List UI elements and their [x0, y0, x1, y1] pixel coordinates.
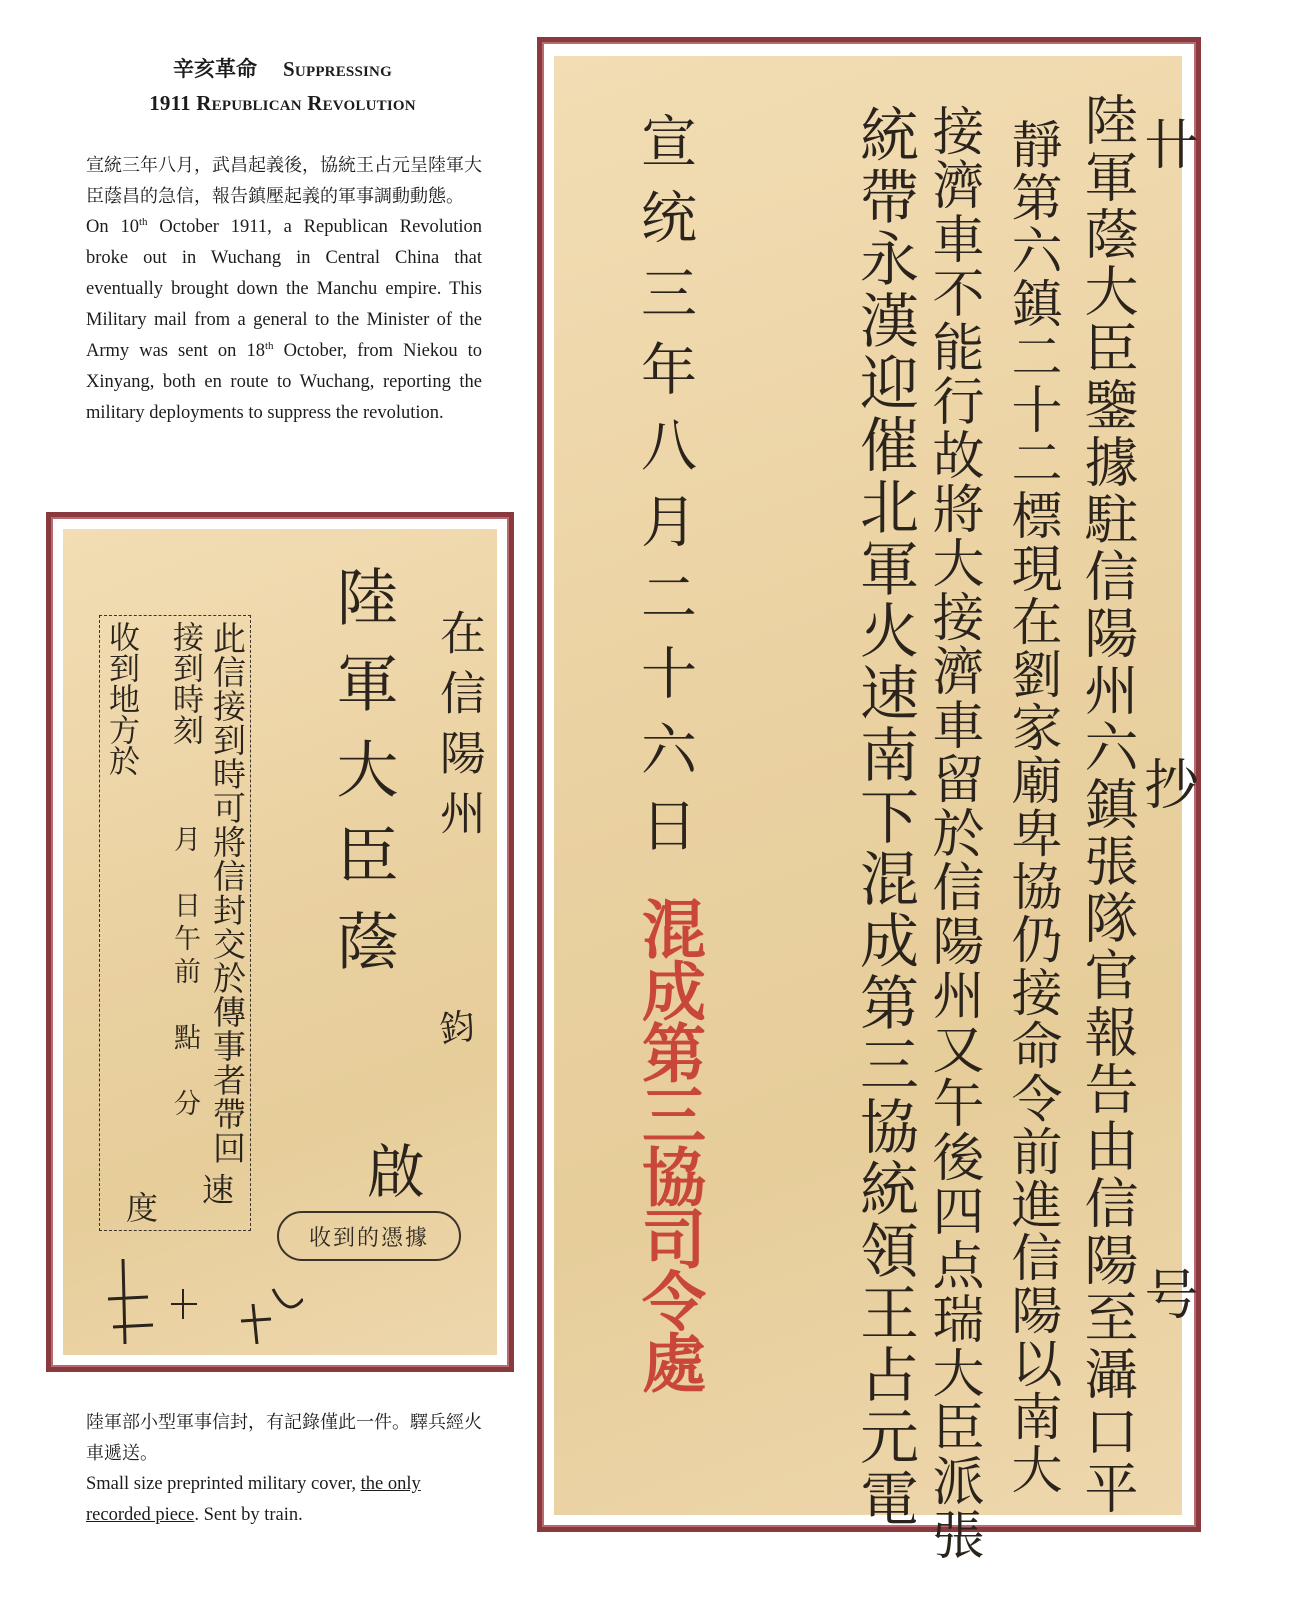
- right-fragment-1: 卄: [1136, 116, 1199, 170]
- printed-speed: 速: [197, 1173, 235, 1205]
- title-suppressing: Suppressing: [283, 57, 392, 81]
- notes-english: Small size preprinted military cover, the only recorded piece. Sent by train.: [86, 1474, 421, 1525]
- printed-receipt-place: 收到地方於: [103, 621, 139, 776]
- cover-addressee-end: 啟: [357, 1141, 425, 1199]
- description: [86, 150, 482, 429]
- right-fragment-2: 抄: [1136, 756, 1199, 810]
- printed-degree: 度: [121, 1191, 159, 1223]
- exhibit-title: [80, 52, 485, 120]
- title-line-2: 1911 Republican Revolution: [149, 91, 416, 115]
- letter-mat-frame: [537, 37, 1201, 1562]
- letter-column-1: 陸軍蔭大臣鑒據駐信陽州六鎮張隊官報告由信陽至灄口平: [1076, 92, 1139, 1517]
- cover-official-mark: 鈞: [431, 1006, 478, 1048]
- letter-column-3: 接濟車不能行故將大接濟車留於信陽州又午後四点瑞大臣派張: [923, 104, 983, 1562]
- title-line-1: [80, 52, 485, 86]
- red-seal-chop: 混成第三協司令處: [631, 896, 706, 1392]
- letter-date-column: 宣统三年八月二十六日: [632, 112, 697, 872]
- cover-address-place: 在信陽州: [433, 609, 487, 849]
- printed-receipt-date: 月 日午前 點 分: [169, 825, 200, 1122]
- title-cjk: 辛亥革命: [173, 56, 258, 81]
- printed-receipt-time: 接到時刻: [167, 621, 203, 745]
- description-english: On 10th October 1911, a Republican Revolution broke out in Wuchang in Central China that eventually brought down the Manchu empire. This Military mail from a general to the Minister of the Army was sent on 18th October, from Niekou to Xinyang, both en route to Wuchang, reporting the military deployments to suppress the revolution.: [86, 215, 483, 423]
- letter-column-4: 統帶永漢迎催北軍火速南下混成第三協統領王占元電: [850, 104, 919, 1530]
- cover-addressee: 陸軍大臣蔭: [326, 565, 399, 995]
- handwritten-marks: [103, 1249, 303, 1349]
- cover-mat-frame: [46, 512, 514, 1372]
- right-fragment-3: 号: [1136, 1266, 1199, 1320]
- description-chinese: 宣統三年八月，武昌起義後，協統王占元呈陸軍大臣蔭昌的急信，報告鎮壓起義的軍事調動動態。: [86, 155, 482, 207]
- letter-column-2: 靜第六鎮二十二標現在劉家廟卑協仍接命令前進信陽以南大: [1002, 118, 1061, 1496]
- printed-instruction: 此信接到時可將信封交於傳事者帶回: [208, 621, 247, 1165]
- notes-chinese: 陸軍部小型軍事信封，有記錄僅此一件。驛兵經火車遞送。: [86, 1412, 482, 1464]
- cover-notes: [86, 1407, 486, 1531]
- receipt-stamp: 收到的憑據: [277, 1211, 461, 1261]
- military-cover: [63, 529, 497, 1355]
- military-letter: [554, 56, 1199, 1562]
